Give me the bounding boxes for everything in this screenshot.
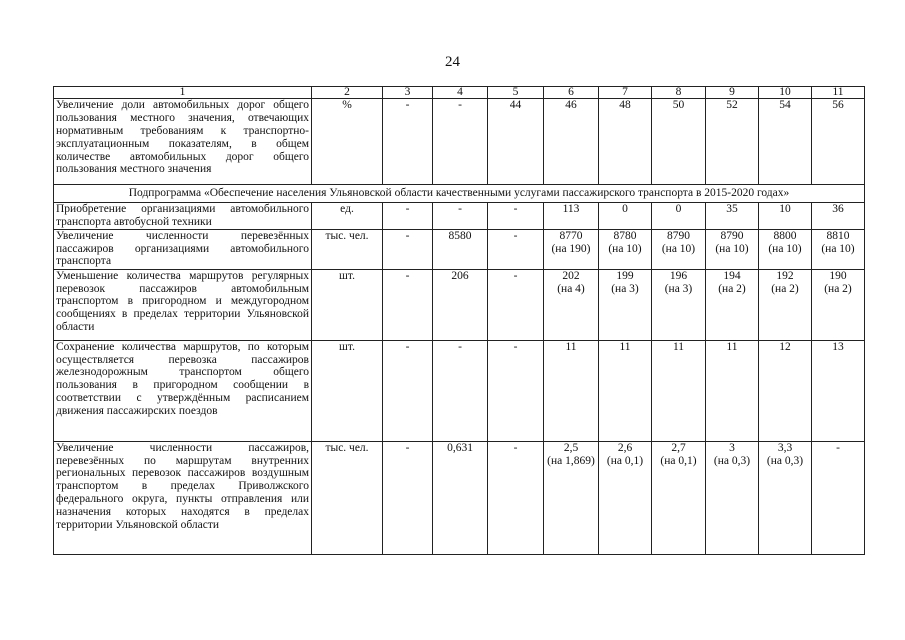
value-cell [759,269,812,340]
value-cell [706,441,759,554]
value-cell [706,340,759,441]
header-cell: 4 [433,87,488,99]
indicator-description: Сохранение количества маршрутов, по которым осуществляется перевозка пассажиров железнодорожным транспортом общего пользования в пригородном сообщении в соответствии с утверждённым расписанием движения пассажирских поездов [54,340,312,441]
value-main: 113 [562,202,580,215]
value-main: - [405,202,410,215]
value-cell [433,229,488,269]
value-cell [433,269,488,340]
value-cell [488,229,544,269]
table-row [54,229,865,269]
value-main: 11 [672,340,685,353]
value-change: (на 10) [661,242,696,255]
value-main: 192 [776,269,794,282]
value-main: 46 [565,99,577,111]
value-main: 206 [451,269,469,282]
value-cell [383,269,433,340]
value-cell [812,340,865,441]
unit-cell: ед. [312,202,383,229]
value-main: 2,6 [617,441,633,454]
value-main: 52 [726,99,738,111]
table-row [54,202,865,229]
header-cell: 3 [383,87,433,99]
value-main: 0 [622,202,628,215]
value-change: (на 10) [715,242,749,255]
value-main: - [405,99,410,111]
value-main: - [405,229,410,242]
value-cell [433,202,488,229]
value-cell [812,229,865,269]
value-cell [599,229,652,269]
value-cell [383,99,433,185]
unit-cell: шт. [312,269,383,340]
value-main: - [458,340,462,353]
value-main: 8580 [448,229,472,242]
value-cell [544,269,599,340]
value-main: 190 [829,269,847,282]
value-change: (на 2) [771,282,799,295]
table-row [54,269,865,340]
value-cell [544,202,599,229]
value-change: (на 2) [824,282,852,295]
value-cell [383,202,433,229]
value-cell [812,202,865,229]
value-main: 0,631 [447,441,473,454]
value-cell [599,441,652,554]
value-main: 196 [669,269,688,282]
value-cell [599,269,652,340]
value-change: (на 0,1) [606,454,644,467]
value-cell [383,229,433,269]
value-cell [488,441,544,554]
subprogram-row [54,185,865,203]
unit-cell: тыс. чел. [312,229,383,269]
value-cell [706,99,759,185]
value-cell [383,441,433,554]
value-cell [544,229,599,269]
value-main: - [513,441,518,454]
value-cell [759,229,812,269]
header-cell: 9 [706,87,759,99]
value-cell [433,340,488,441]
value-cell [433,441,488,554]
indicators-table [53,86,865,555]
value-cell [652,202,706,229]
value-cell [652,269,706,340]
value-cell [599,202,652,229]
header-cell: 5 [488,87,544,99]
value-change: (на 10) [768,242,802,255]
value-cell [759,340,812,441]
header-cell: 7 [599,87,652,99]
value-cell [706,269,759,340]
value-cell [706,229,759,269]
value-main: - [458,202,462,215]
page-number: 24 [445,54,460,70]
value-cell [488,340,544,441]
value-cell [488,202,544,229]
value-cell [383,340,433,441]
value-main: 3 [729,441,735,454]
header-cell: 2 [312,87,383,99]
value-main: 8810 [826,229,850,242]
indicator-description: Увеличение доли автомобильных дорог общего пользования местного значения, отвечающих нормативным требованиям к транспортно-эксплуатационным показателям, в общем количестве автомобильных дорог общего пользования местного значения [54,99,312,185]
value-main: - [405,269,410,282]
value-main: 48 [619,99,631,111]
value-change: (на 190) [551,242,591,255]
value-main: - [458,99,462,111]
header-cell: 11 [812,87,865,99]
value-cell [652,99,706,185]
unit-cell: тыс. чел. [312,441,383,554]
value-main: 2,7 [671,441,686,454]
value-cell [706,202,759,229]
table-row [54,99,865,185]
value-change: (на 3) [664,282,693,295]
value-change: (на 0,3) [766,454,804,467]
value-change: (на 1,869) [547,454,595,467]
value-main: - [405,441,410,454]
value-change: (на 0,3) [713,454,751,467]
value-change: (на 10) [608,242,642,255]
header-cell: 10 [759,87,812,99]
value-cell [759,441,812,554]
indicator-description: Увеличение численности перевезённых пассажиров организациями автомобильного транспорта [54,229,312,269]
value-main: 11 [726,340,738,353]
value-main: - [513,340,518,353]
value-main: 8790 [667,229,690,242]
value-cell [759,99,812,185]
value-main: 8780 [613,229,637,242]
value-main: 3,3 [777,441,793,454]
value-main: 44 [509,99,522,111]
unit-cell: шт. [312,340,383,441]
indicator-description: Приобретение организациями автомобильного транспорта автобусной техники [54,202,312,229]
value-change: (на 0,1) [660,454,697,467]
value-main: 35 [726,202,738,215]
subprogram-title: Подпрограмма «Обеспечение населения Ульяновской области качественными услугами пассажирского транспорта в 2015-2020 годах» [54,185,865,203]
unit-cell: % [312,99,383,185]
header-cell: 1 [54,87,312,99]
value-main: 199 [616,269,634,282]
value-main: 13 [832,340,844,353]
value-cell [812,99,865,185]
value-main: 8790 [720,229,744,242]
value-cell [812,441,865,554]
table-row [54,441,865,554]
value-cell [544,99,599,185]
value-main: - [513,229,518,242]
value-main: 11 [565,340,577,353]
value-change: (на 4) [557,282,585,295]
value-main: 50 [672,99,685,111]
value-main: - [513,202,518,215]
value-main: - [836,441,840,454]
value-cell [488,269,544,340]
value-change: (на 3) [611,282,639,295]
value-cell [652,441,706,554]
header-cell: 8 [652,87,706,99]
value-main: 194 [723,269,741,282]
value-cell [759,202,812,229]
value-main: 0 [675,202,682,215]
value-cell [812,269,865,340]
value-cell [433,99,488,185]
value-main: 8770 [559,229,583,242]
value-change: (на 2) [718,282,746,295]
value-main: 12 [779,340,791,353]
header-row [54,87,865,99]
value-main: - [513,269,518,282]
indicator-description: Уменьшение количества маршрутов регулярных перевозок пассажиров автомобильным транспортом в пригородном и междугородном сообщениях в пределах территории Ульяновской области [54,269,312,340]
value-cell [652,229,706,269]
value-cell [599,99,652,185]
value-main: 54 [779,99,791,111]
indicator-description: Увеличение численности пассажиров, перевезённых по маршрутам внутренних региональных перевозок пассажиров воздушным транспортом в пределах Приволжского федерального округа, пункты отправления или назначения которых находятся в пределах территории Ульяновской области [54,441,312,554]
value-change: (на 10) [821,242,855,255]
value-main: 202 [562,269,580,282]
table-row [54,340,865,441]
value-cell [652,340,706,441]
value-main: 36 [832,202,844,215]
value-main: 56 [832,99,844,111]
value-main: 10 [779,202,791,215]
value-main: 8800 [773,229,797,242]
value-cell [599,340,652,441]
value-cell [544,340,599,441]
value-main: 11 [619,340,631,353]
value-main: 2,5 [563,441,579,454]
value-cell [488,99,544,185]
value-cell [544,441,599,554]
header-cell: 6 [544,87,599,99]
value-main: - [405,340,410,353]
